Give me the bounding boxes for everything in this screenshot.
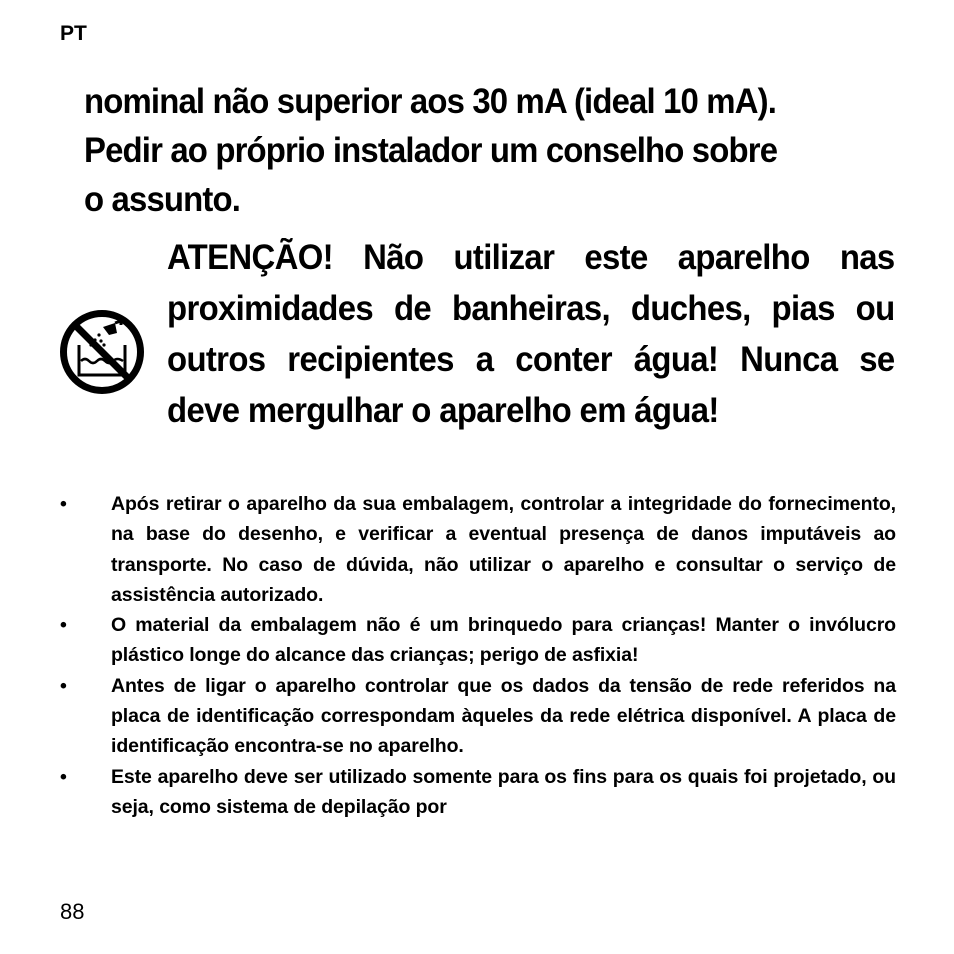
- intro-paragraph: [84, 77, 896, 224]
- bullet-marker: •: [60, 674, 67, 697]
- intro-line: nominal não superior aos 30 mA (ideal 10 mA).: [84, 82, 777, 121]
- list-item-text: O material da embalagem não é um brinquedo para crianças! Manter o invólucro plástico longe do alcance das crianças; perigo de asfixia!: [111, 614, 896, 667]
- list-item-text: Este aparelho deve ser utilizado somente para os fins para os quais foi projetado, ou seja, como sistema de depilação por: [111, 765, 896, 818]
- list-item: [60, 489, 896, 610]
- list-item: [60, 671, 896, 762]
- list-item-text: Antes de ligar o aparelho controlar que os dados da tensão de rede referidos na placa de identificação correspondam àqueles da rede elétrica disponível. A placa de identificação encontra-se no aparelho.: [111, 674, 896, 758]
- warning-text: ATENÇÃO! Não utilizar este aparelho nas proximidades de banheiras, duches, pias ou outros recipientes a conter água! Nunca se deve mergulhar o aparelho em água!: [167, 238, 895, 430]
- list-item: [60, 610, 896, 671]
- bullet-marker: •: [60, 765, 67, 788]
- bullet-marker: •: [60, 493, 67, 515]
- list-item-text: Após retirar o aparelho da sua embalagem, controlar a integridade do fornecimento, na base do desenho, e verificar a eventual presença de danos imputáveis ao transporte. No caso de dúvida, não utilizar o aparelho e consultar o serviço de assistência autorizado.: [111, 493, 896, 606]
- list-item: [60, 762, 896, 823]
- intro-line: o assunto.: [84, 180, 241, 219]
- bullet-marker: •: [60, 614, 67, 637]
- language-tag: PT: [60, 22, 87, 45]
- intro-line: Pedir ao próprio instalador um conselho sobre: [84, 131, 778, 170]
- bullet-list: [60, 489, 896, 822]
- no-water-bath-shower-icon: [59, 309, 145, 395]
- page-number: 88: [60, 899, 85, 924]
